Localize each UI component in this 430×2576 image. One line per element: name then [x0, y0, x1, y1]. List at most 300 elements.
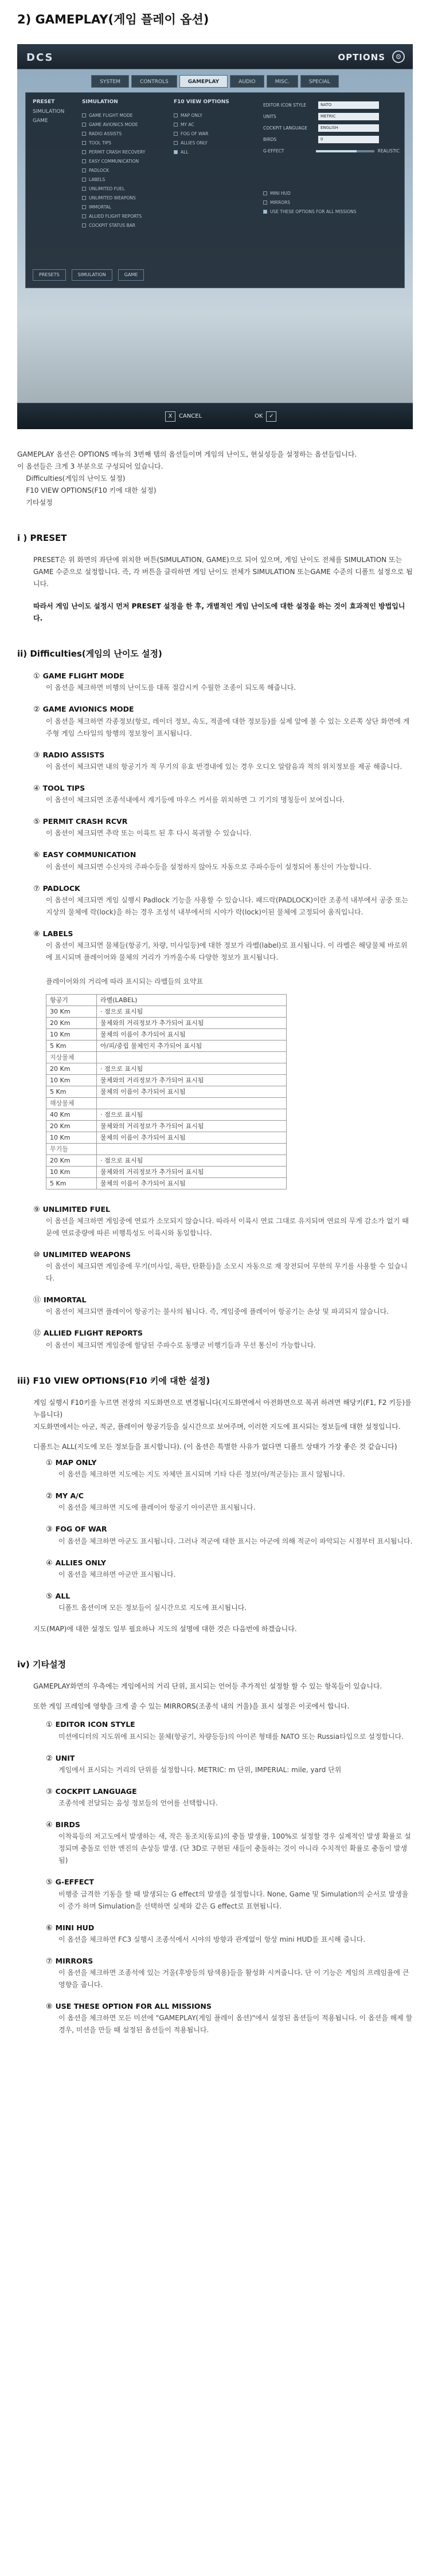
list-item	[46, 2000, 413, 2036]
list-item	[33, 670, 413, 694]
checkbox[interactable]	[82, 187, 86, 191]
option-row[interactable]	[174, 139, 265, 148]
checkbox[interactable]	[174, 132, 178, 136]
select-label: UNITS	[263, 113, 276, 119]
list-item	[46, 1456, 413, 1481]
item-title	[33, 928, 413, 940]
g-effect-slider-row	[263, 146, 400, 157]
list-item	[46, 1557, 413, 1581]
item-body: 이착륙등의 저고도에서 발생하는 새, 작은 동조치(동료)의 충돌 발생률, 100%로 설정할 경우 실제적인 발생 확률로 설정되며 충돌로 인한 엔진의 손상등 발생. (단 3D로 구현된 새들이 충돌하는 것이 아니라 수치적인 확률로 충돌이 발생됨)	[58, 1832, 411, 1865]
item-body: 이 옵션이 체크되면 게임 실행시 Padlock 기능을 사용할 수 있습니다. 패드락(PADLOCK)이란 조종석 내부에서 공중 또는 지상의 물체에 락(lock)을 하는 경우 조성석 내부에서의 시야가 락(lock)이된 물체에 고정되어 움직입니다.	[46, 896, 409, 916]
item-title-text: GAME FLIGHT MODE	[42, 672, 124, 681]
item-body: 이 옵션이 체크되면 플레이어 항공기는 불사의 됩니다. 즉, 게임중에 플레이어 항공기는 손상 및 파괴되지 않습니다.	[46, 1307, 389, 1316]
table-cell: 물체의 이름이 추가되어 표시됨	[97, 1132, 287, 1143]
item-title-text: ALLIES ONLY	[55, 1558, 106, 1567]
item-number: ⑧	[33, 929, 40, 938]
option-label: COCKPIT STATUS BAR	[89, 222, 136, 228]
preset-header: PRESET	[33, 99, 55, 105]
option-label: MINI HUD	[270, 190, 291, 196]
f10-heading: iii) F10 VIEW OPTIONS(F10 키에 대한 설정)	[17, 1375, 210, 1386]
option-row[interactable]	[82, 184, 174, 194]
list-item	[33, 1294, 413, 1318]
table-cell	[97, 1143, 287, 1155]
close-icon: X	[165, 411, 175, 422]
table-cell: 물체와의 거리정보가 추가되어 표시됨	[97, 1120, 287, 1132]
table-cell: 5 Km	[46, 1177, 97, 1189]
table-cell: 20 Km	[46, 1063, 97, 1074]
item-title-text: MINI HUD	[55, 1923, 95, 1932]
option-row[interactable]	[263, 198, 400, 207]
checkbox[interactable]	[82, 178, 86, 182]
item-number: ③	[46, 1525, 53, 1534]
checkbox[interactable]	[82, 123, 86, 127]
checkbox[interactable]	[174, 113, 178, 117]
option-label: GAME AVIONICS MODE	[89, 121, 138, 127]
item-number: ⑤	[46, 1592, 53, 1601]
item-title-text: PERMIT CRASH RCVR	[42, 817, 128, 826]
table-cell: 10 Km	[46, 1028, 97, 1040]
table-cell: 40 Km	[46, 1109, 97, 1120]
item-body: 이 옵션을 체크하면 아군도 표시됩니다. 그러나 적군에 대한 표시는 아군에 의해 적군이 파악되는 시점부터 표시됩니다.	[58, 1537, 413, 1545]
item-number: ⑥	[46, 1923, 53, 1933]
table-cell: · 점으로 표시됨	[97, 1063, 287, 1074]
item-body: 이 옵션을 체크하면 게임중에 연료가 소모되지 않습니다. 따라서 이륙시 연료 그대로 유지되며 연료의 무게 감소가 없기 때문에 연료중량에 따른 비행특성도 이륙시와 동일합니다.	[46, 1216, 409, 1237]
item-number: ③	[46, 1787, 53, 1796]
list-item	[46, 1718, 413, 1742]
item-number: ⑥	[33, 851, 40, 860]
item-body: 이 옵션이 체크되면 조종석내에서 계기등에 마우스 커서를 위치하면 그 기기의 명칭등이 보여집니다.	[46, 796, 345, 804]
table-row	[46, 1017, 287, 1028]
f10-p4: 지도(MAP)에 대한 설정도 일부 필요하나 지도의 설명에 대한 것은 다음번에 하겠습니다.	[33, 1625, 297, 1633]
list-item	[33, 928, 413, 964]
item-title-text: LABELS	[42, 929, 73, 938]
misc-settings-column	[263, 100, 400, 217]
g-effect-value: REALISTIC	[377, 148, 400, 154]
list-item	[33, 782, 413, 806]
item-title-text: PADLOCK	[42, 883, 80, 893]
option-label: GAME FLIGHT MODE	[89, 112, 133, 118]
table-cell	[97, 1097, 287, 1109]
item-title	[46, 1752, 413, 1764]
tab-misc[interactable]: MISC.	[267, 75, 298, 88]
table-cell: 물체와의 거리정보가 추가되어 표시됨	[97, 1166, 287, 1177]
item-title-text: MY A/C	[55, 1491, 84, 1501]
misc-p2: 또한 게임 프레임에 영향을 크게 줄 수 있는 MIRRORS(조종석 내의 거울)을 표시 설정은 이곳에서 합니다.	[33, 1702, 350, 1711]
item-body: 이 옵션을 체크하면 아군만 표시됩니다.	[58, 1570, 176, 1578]
checkbox[interactable]	[174, 141, 178, 145]
tab-controls[interactable]: CONTROLS	[131, 75, 177, 88]
preset-note: 따라서 게임 난이도 설정시 먼저 PRESET 설정을 한 후, 개별적인 게임 난이도에 대한 설정을 하는 것이 효과적인 방법입니다.	[33, 602, 405, 622]
tab-gameplay[interactable]: GAMEPLAY	[179, 75, 228, 88]
option-label: MIRRORS	[270, 199, 290, 205]
misc-p1: GAMEPLAY화면의 우측에는 게임에서의 거리 단위, 표시되는 언어등 추가적인 설정할 할 수 있는 항목들이 있습니다.	[33, 1682, 382, 1691]
item-title	[46, 1819, 413, 1831]
game-options-screenshot	[17, 44, 413, 429]
footer-button[interactable]: GAME	[118, 269, 144, 281]
option-label: USE THESE OPTIONS FOR ALL MISSIONS	[270, 209, 357, 214]
list-item	[33, 1327, 413, 1351]
item-title-text: MIRRORS	[55, 1956, 93, 1965]
item-number: ④	[46, 1821, 53, 1830]
item-body: 이 옵션이 체크되면 추락 또는 이륙트 된 후 다시 복귀할 수 있습니다.	[46, 829, 252, 838]
list-item	[46, 1785, 413, 1809]
misc-heading: iv) 기타설정	[17, 1659, 66, 1670]
item-title	[46, 1456, 413, 1468]
item-body: 이 옵션을 체크하면 각종정보(항로, 레이더 정보, 속도, 적졸에 대한 정보등)를 실제 앞에 볼 수 있는 오른쪽 상단 화면에 게주형 게임 스타일의 항행의 정보창이 표시됩니다.	[46, 717, 410, 737]
item-title	[33, 670, 413, 682]
intro-line: 이 옵션들은 크게 3 부분으로 구성되어 있습니다.	[17, 462, 163, 470]
table-cell: 30 Km	[46, 1006, 97, 1017]
item-number: ⑧	[46, 2002, 53, 2012]
table-cell: 10 Km	[46, 1074, 97, 1086]
gameplay-panel	[25, 92, 405, 288]
item-body: 미션에디터의 지도위에 표시되는 물체(항공기, 차량등등)의 아이콘 형태를 NATO 또는 Russia타입으로 설정합니다.	[58, 1732, 404, 1741]
item-title-text: GAME AVIONICS MODE	[42, 705, 134, 714]
select-label: BIRDS	[263, 136, 277, 142]
item-title-text: ALLIED FLIGHT REPORTS	[44, 1329, 143, 1338]
option-row[interactable]	[263, 189, 400, 198]
tab-audio[interactable]: AUDIO	[230, 75, 264, 88]
table-cell: 5 Km	[46, 1086, 97, 1097]
item-body: 이 옵션이 체크되면 내의 항공기가 적 무기의 유효 반경내에 있는 경우 오디오 알람음과 적의 위치정보를 제공 해줍니다.	[46, 762, 402, 771]
item-title	[46, 1557, 413, 1569]
table-header-row	[46, 994, 287, 1006]
list-item	[33, 1203, 413, 1239]
item-body: 게임에서 표시되는 거리의 단위를 설정합니다. METRIC: m 단위, IMPERIAL: mile, yard 단위	[58, 1765, 342, 1774]
list-item	[33, 703, 413, 739]
item-number: ⑪	[33, 1296, 41, 1305]
item-title	[33, 882, 413, 894]
item-title-text: ALL	[55, 1591, 71, 1600]
intro-line: GAMEPLAY 옵션은 OPTIONS 메뉴의 3번째 탭의 옵션들이며 게임의 난이도, 현실성등을 설정하는 옵션들입니다.	[17, 450, 357, 458]
table-cell: · 점으로 표시됨	[97, 1006, 287, 1017]
checkbox[interactable]	[82, 168, 86, 172]
difficulty-column	[82, 99, 174, 230]
list-item	[46, 1819, 413, 1867]
preset-item[interactable]: GAME	[33, 118, 48, 124]
list-item	[46, 1955, 413, 1991]
checkbox[interactable]	[82, 132, 86, 136]
list-item	[33, 749, 413, 773]
checkbox[interactable]	[82, 159, 86, 163]
select-row	[263, 123, 400, 134]
table-row	[46, 1028, 287, 1040]
table-cell: 해상물체	[46, 1097, 97, 1109]
checkbox[interactable]	[263, 191, 267, 195]
f10-p3: 디폴트는 ALL(지도에 모든 정보들을 표시합니다). (이 옵션은 특별한 사유가 없다면 디폴트 상태가 가장 좋은 것 같습니다)	[33, 1442, 397, 1451]
option-row[interactable]	[82, 148, 174, 157]
table-row	[46, 1166, 287, 1177]
option-label: PADLOCK	[89, 167, 109, 173]
intro-text	[17, 449, 413, 509]
cancel-button[interactable]	[165, 411, 202, 422]
item-body: 조종석에 전달되는 음성 정보들의 언어를 선택합니다.	[58, 1799, 218, 1808]
select-dropdown[interactable]: METRIC	[318, 113, 379, 120]
f10-column-header: F10 VIEW OPTIONS	[174, 99, 229, 105]
option-label: ALL	[181, 149, 189, 155]
item-title	[33, 1203, 413, 1215]
item-title-text: IMMORTAL	[44, 1295, 87, 1305]
option-row[interactable]	[174, 111, 265, 120]
option-row[interactable]	[174, 129, 265, 139]
checkbox[interactable]	[174, 123, 178, 127]
list-item	[33, 882, 413, 918]
table-row	[46, 1074, 287, 1086]
label-table-caption: 플레이어와의 거리에 따라 표시되는 라벨들의 요약표	[46, 977, 204, 986]
checkbox[interactable]	[82, 113, 86, 117]
option-row[interactable]	[82, 212, 174, 221]
item-title-text: MAP ONLY	[55, 1458, 97, 1467]
select-row	[263, 100, 400, 111]
table-row	[46, 1063, 287, 1074]
table-row	[46, 1120, 287, 1132]
item-number: ①	[46, 1721, 53, 1730]
tab-system[interactable]: SYSTEM	[91, 75, 129, 88]
item-title	[33, 1327, 413, 1339]
item-title	[46, 1922, 413, 1934]
preset-footer	[33, 269, 398, 282]
item-number: ⑦	[33, 884, 40, 893]
item-title	[46, 2000, 413, 2012]
checkbox[interactable]	[82, 214, 86, 218]
table-header-cell: 항공기	[46, 994, 97, 1006]
table-cell: 20 Km	[46, 1017, 97, 1028]
item-title	[33, 1248, 413, 1260]
item-title	[33, 749, 413, 761]
item-title	[33, 703, 413, 715]
option-row[interactable]	[82, 194, 174, 203]
table-cell: 무기들	[46, 1143, 97, 1155]
check-icon: ✓	[266, 411, 276, 422]
table-row	[46, 1040, 287, 1051]
list-item	[46, 1590, 413, 1614]
item-number: ①	[33, 672, 40, 681]
f10-view-column	[174, 99, 265, 157]
checkbox[interactable]	[82, 150, 86, 154]
item-title-text: EASY COMMUNICATION	[42, 850, 136, 859]
table-cell: 물체의 이름이 추가되어 표시됨	[97, 1028, 287, 1040]
item-title-text: BIRDS	[55, 1820, 80, 1829]
item-title-text: UNLIMITED FUEL	[42, 1204, 110, 1214]
option-label: FOG OF WAR	[181, 131, 209, 136]
option-row[interactable]	[263, 207, 400, 217]
intro-line: 기타설정	[17, 498, 53, 506]
option-label: RADIO ASSISTS	[89, 131, 122, 136]
table-header-cell: 라벨(LABEL)	[97, 994, 287, 1006]
item-title	[46, 1876, 413, 1888]
option-row[interactable]	[82, 203, 174, 212]
item-number: ③	[33, 751, 40, 760]
footer-button[interactable]: PRESETS	[33, 269, 66, 281]
table-cell: 물체의 이름이 추가되어 표시됨	[97, 1086, 287, 1097]
option-row[interactable]	[82, 221, 174, 230]
table-cell: 5 Km	[46, 1040, 97, 1051]
table-cell: 10 Km	[46, 1132, 97, 1143]
table-cell: 아/피/중립 물체인지 추가되어 표시됨	[97, 1040, 287, 1051]
option-label: MY AC	[181, 121, 194, 127]
table-cell: 20 Km	[46, 1120, 97, 1132]
list-item	[46, 1752, 413, 1776]
item-title-text: EDITOR ICON STYLE	[55, 1720, 135, 1729]
option-label: ALLIES ONLY	[181, 140, 208, 146]
item-body: 이 옵션을 체크하면 비행의 난이도를 대폭 절감시켜 수월한 조종이 되도록 해줍니다.	[46, 684, 296, 692]
option-row[interactable]	[82, 166, 174, 175]
item-number: ②	[46, 1492, 53, 1501]
select-row	[263, 111, 400, 123]
option-row[interactable]	[82, 175, 174, 184]
item-body: 디폴트 옵션이며 모든 정보들이 실시간으로 지도에 표시됩니다.	[58, 1604, 247, 1612]
item-title	[46, 1785, 413, 1797]
item-title-text: UNLIMITED WEAPONS	[42, 1250, 131, 1259]
table-cell: 20 Km	[46, 1155, 97, 1166]
g-effect-slider[interactable]	[316, 150, 374, 152]
table-row	[46, 1155, 287, 1166]
select-dropdown[interactable]: ENGLISH	[318, 124, 379, 132]
preset-body: PRESET은 위 화면의 좌단에 위치한 버튼(SIMULATION, GAME)으로 되어 있으며, 게임 난이도 전체를 SIMULATION 또는GAME 수준으로 설정합니다. 즉, 각 버튼을 클릭하면 게임 난이도 전체가 SIMULATION 또는GAME 수준의 디폴트 설정으로 됩니다.	[33, 555, 413, 588]
option-row[interactable]	[82, 129, 174, 139]
item-title	[46, 1590, 413, 1602]
table-row	[46, 1086, 287, 1097]
f10-p1: 게임 실행시 F10키를 누르면 전장의 지도화면으로 변경됩니다(지도화면에서 아전화면으로 복귀 하려면 해당키(F1, F2 키등)를 누릅니다)	[33, 1398, 412, 1419]
item-number: ④	[33, 784, 40, 793]
select-dropdown[interactable]: NATO	[318, 101, 379, 109]
select-dropdown[interactable]: 0	[318, 136, 379, 143]
preset-item[interactable]: SIMULATION	[33, 109, 65, 115]
checkbox[interactable]	[82, 196, 86, 200]
table-cell	[97, 1051, 287, 1063]
option-label: UNLIMITED FUEL	[89, 186, 125, 191]
option-row[interactable]	[82, 157, 174, 166]
item-title	[46, 1490, 413, 1502]
item-title-text: UNIT	[55, 1753, 75, 1762]
item-body: 이 옵션이 체크되면 게임중에 무기(미사일, 폭탄, 탄환등)을 소모시 자동으로 재 장전되어 무한의 무기를 사용할 수 있습니다.	[46, 1262, 408, 1283]
option-row[interactable]	[82, 139, 174, 148]
list-item	[46, 1922, 413, 1946]
item-body: 비행중 급격한 기동을 할 때 발생되는 G effect의 발생을 설정합니다. None, Game 및 Simulation의 순서로 발생율이 증가 하며 Simulation을 선택하면 실제와 같은 G effect로 표현됩니다.	[58, 1890, 409, 1910]
checkbox[interactable]	[174, 150, 178, 154]
intro-line: Difficulties(게임의 난이도 설정)	[17, 474, 126, 482]
option-row[interactable]	[174, 120, 265, 129]
item-title	[33, 1294, 413, 1306]
ok-button[interactable]	[255, 411, 276, 422]
option-label: IMMORTAL	[89, 204, 112, 210]
gear-icon[interactable]: ⚙	[392, 50, 405, 63]
table-row	[46, 1097, 287, 1109]
table-cell: 지상물체	[46, 1051, 97, 1063]
item-body: 이 옵션을 체크하면 지도에는 지도 자체만 표시되며 기타 다른 정보(아/적군등)는 표시 않됩니다.	[58, 1470, 345, 1479]
option-label: EASY COMMUNICATION	[89, 158, 139, 164]
table-cell: · 점으로 표시됨	[97, 1155, 287, 1166]
item-title	[46, 1523, 413, 1535]
table-row	[46, 1109, 287, 1120]
g-effect-label: G-EFFECT	[263, 148, 284, 154]
table-cell: 물체와의 거리정보가 추가되어 표시됨	[97, 1017, 287, 1028]
item-number: ⑤	[33, 818, 40, 827]
table-row	[46, 1132, 287, 1143]
tab-special[interactable]: SPECIAL	[300, 75, 339, 88]
table-row	[46, 1051, 287, 1063]
option-row[interactable]	[82, 120, 174, 129]
table-row	[46, 1006, 287, 1017]
item-number: ⑨	[33, 1205, 40, 1214]
table-cell: · 점으로 표시됨	[97, 1109, 287, 1120]
item-title-text: USE THESE OPTION FOR ALL MISSIONS	[55, 2002, 212, 2011]
list-item	[46, 1523, 413, 1547]
f10-p2: 지도화면에서는 아군, 적군, 플레이어 항공기등을 실시간으로 보여주며, 이러한 지도에 표시되는 정보들에 대한 설정입니다.	[33, 1422, 401, 1431]
option-row[interactable]	[174, 148, 265, 157]
item-number: ②	[46, 1754, 53, 1763]
game-tabs	[17, 75, 413, 89]
game-bottom-bar	[17, 403, 413, 429]
item-title-text: COCKPIT LANGUAGE	[55, 1786, 137, 1796]
list-item	[33, 815, 413, 839]
item-number: ①	[46, 1458, 53, 1467]
list-item	[46, 1490, 413, 1514]
checkbox[interactable]	[82, 205, 86, 209]
item-body: 이 옵션이 체크되면 수신자의 주파수등을 설정하지 않아도 자동으로 주파수등이 설정되어 통신이 가능합니다.	[46, 862, 372, 871]
item-number: ⑫	[33, 1329, 41, 1338]
option-row[interactable]	[82, 111, 174, 120]
game-window-title: OPTIONS	[338, 52, 385, 62]
select-label: EDITOR ICON STYLE	[263, 102, 306, 108]
checkbox[interactable]	[263, 210, 267, 214]
table-cell: 물체의 이름이 추가되어 표시됨	[97, 1177, 287, 1189]
difficulty-column-header: SIMULATION	[82, 99, 118, 105]
table-cell: 10 Km	[46, 1166, 97, 1177]
item-body: 이 옵션을 체크하면 모든 미션에 "GAMEPLAY(게임 플레이 옵션)"에서 설정된 옵션들이 적용됩니다. 이 옵션을 해제 할 경우, 미션을 만들 때 설정된 옵션들이 적용됩니다.	[58, 2014, 413, 2035]
table-row	[46, 1177, 287, 1189]
item-number: ②	[33, 705, 40, 714]
item-body: 이 옵션을 체크하면 FC3 실행시 조종석에서 시야의 방향과 관계없이 항상 mini HUD를 표시해 줍니다.	[58, 1935, 366, 1943]
list-item	[33, 1248, 413, 1285]
option-label: MAP ONLY	[181, 112, 202, 118]
item-title-text: G-EFFECT	[55, 1878, 94, 1887]
item-title	[46, 1955, 413, 1967]
ok-label: OK	[255, 413, 263, 419]
list-item	[46, 1876, 413, 1912]
item-number: ④	[46, 1558, 53, 1568]
item-title-text: TOOL TIPS	[42, 783, 85, 792]
select-label: COCKPIT LANGUAGE	[263, 125, 307, 131]
footer-button[interactable]: SIMULATION	[72, 269, 112, 281]
intro-line: F10 VIEW OPTIONS(F10 키에 대한 설정)	[17, 486, 157, 494]
list-item	[33, 849, 413, 873]
page-title: 2) GAMEPLAY(게임 플레이 옵션)	[17, 13, 209, 26]
option-label: UNLIMITED WEAPONS	[89, 195, 136, 201]
item-title	[33, 815, 413, 827]
option-label: ALLIED FLIGHT REPORTS	[89, 213, 142, 219]
checkbox[interactable]	[82, 141, 86, 145]
game-logo: DCS	[26, 51, 54, 64]
item-title-text: FOG OF WAR	[55, 1525, 107, 1534]
option-label: LABELS	[89, 176, 105, 182]
item-body: 이 옵션이 체크되면 게임중에 할당된 주파수로 동맹군 비행기들과 무선 통신이 가능합니다.	[46, 1341, 316, 1349]
table-row	[46, 1143, 287, 1155]
option-label: PERMIT CRASH RECOVERY	[89, 149, 146, 155]
g-effect-slider-fill	[316, 150, 357, 152]
checkbox[interactable]	[263, 201, 267, 205]
item-body: 이 옵션을 체크하면 조종석에 있는 거울(후방등의 탐색용)들을 활성화 시켜줍니다. 단 이 기능은 게임의 프레임율에 큰 영향을 줍니다.	[58, 1969, 409, 1989]
item-title	[33, 849, 413, 861]
item-number: ⑩	[33, 1250, 40, 1259]
difficulties-heading: ii) Difficulties(게임의 난이도 설정)	[17, 648, 162, 659]
item-title	[33, 782, 413, 794]
label-table	[46, 994, 287, 1189]
game-topbar	[17, 44, 413, 69]
checkbox[interactable]	[82, 223, 86, 227]
cancel-label: CANCEL	[179, 413, 202, 419]
item-body: 이 옵션이 체크되면 물체들(항공기, 차량, 미사일등)에 대한 정보가 라벨(label)로 표시됩니다. 이 라벨은 해당물체 바로위에 표시되며 플레이어와 물체의 거리가 가까울수록 다양한 정보가 표시됩니다.	[46, 941, 408, 962]
